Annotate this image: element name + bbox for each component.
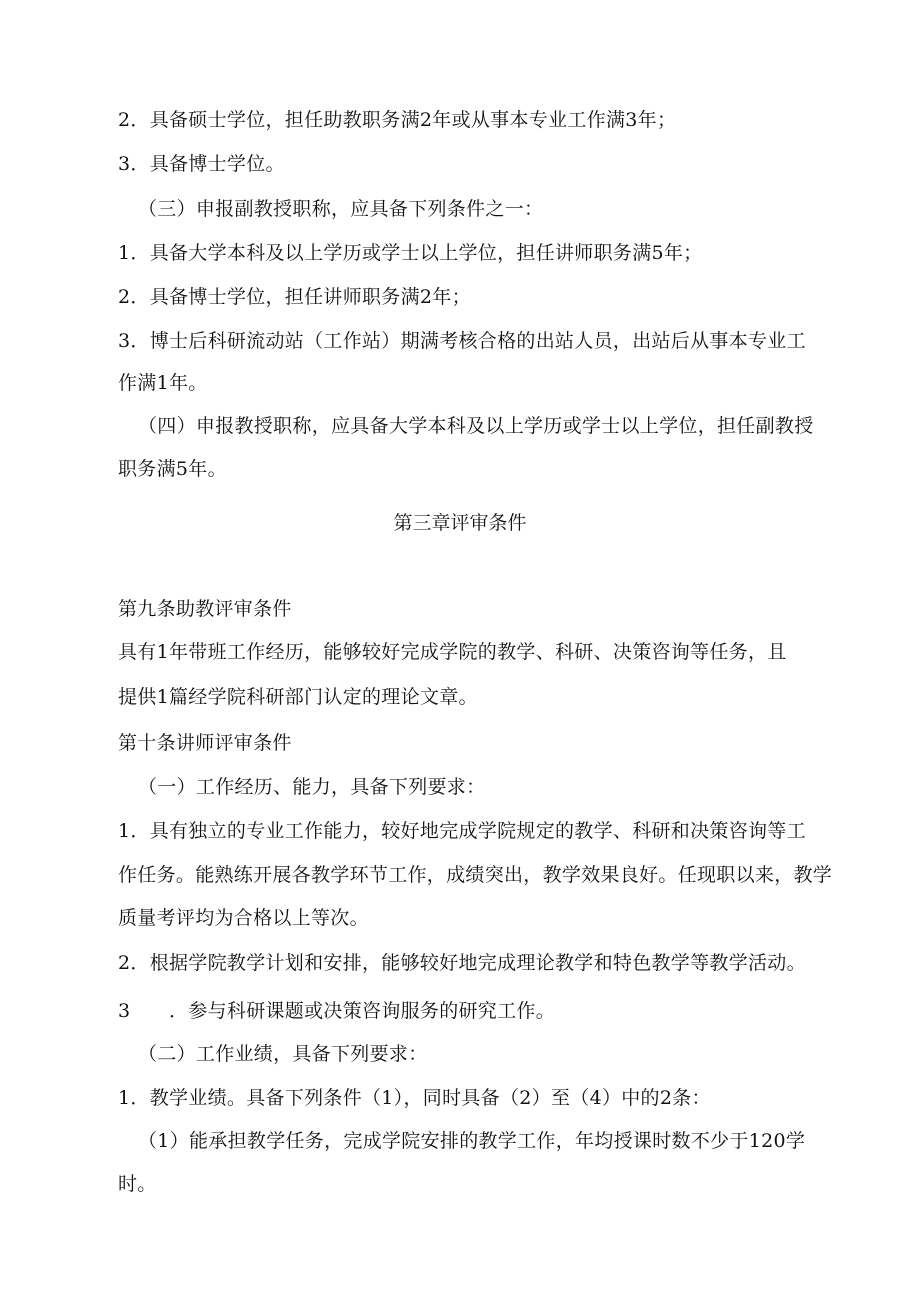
paragraph-line: 作任务。能熟练开展各教学环节工作，成绩突出，教学效果良好。任现职以来，教学 (118, 864, 833, 886)
paragraph-line: （1）能承担教学任务，完成学院安排的教学工作，年均授课时数不少于120学 (138, 1130, 806, 1152)
paragraph-line: （四）申报教授职称，应具备大学本科及以上学历或学士以上学位，担任副教授 (138, 415, 814, 437)
paragraph-line: 质量考评均为合格以上等次。 (118, 907, 369, 929)
paragraph-line: （三）申报副教授职称，应具备下列条件之一： (138, 198, 544, 220)
article-title: 第十条讲师评审条件 (118, 732, 292, 754)
paragraph-line: 2．具备博士学位，担任讲师职务满2年； (118, 286, 471, 308)
paragraph-line: 3 ．参与科研课题或决策咨询服务的研究工作。 (118, 1000, 555, 1022)
paragraph-line: 1．教学业绩。具备下列条件（1），同时具备（2）至（4）中的2条： (118, 1087, 711, 1109)
paragraph-line: 作满1年。 (118, 372, 208, 394)
chapter-heading: 第三章评审条件 (393, 512, 527, 534)
paragraph-line: 1．具有独立的专业工作能力，较好地完成学院规定的教学、科研和决策咨询等工 (118, 820, 806, 842)
paragraph-line: 1．具备大学本科及以上学历或学士以上学位，担任讲师职务满5年； (118, 242, 703, 264)
paragraph-line: 3．具备博士学位。 (118, 153, 285, 175)
paragraph-line: （二）工作业绩，具备下列要求： (138, 1043, 428, 1065)
paragraph-line: 职务满5年。 (118, 458, 227, 480)
paragraph-line: 时。 (118, 1173, 157, 1195)
paragraph-line: 具有1年带班工作经历，能够较好完成学院的教学、科研、决策咨询等任务，且 (118, 641, 787, 663)
article-title: 第九条助教评审条件 (118, 598, 292, 620)
paragraph-line: 3．博士后科研流动站（工作站）期满考核合格的出站人员，出站后从事本专业工 (118, 330, 806, 352)
paragraph-line: 2．根据学院教学计划和安排，能够较好地完成理论教学和特色教学等教学活动。 (118, 952, 806, 974)
paragraph-line: 2．具备硕士学位，担任助教职务满2年或从事本专业工作满3年； (118, 109, 677, 131)
paragraph-line: 提供1篇经学院科研部门认定的理论文章。 (118, 686, 478, 708)
paragraph-line: （一）工作经历、能力，具备下列要求： (138, 776, 486, 798)
